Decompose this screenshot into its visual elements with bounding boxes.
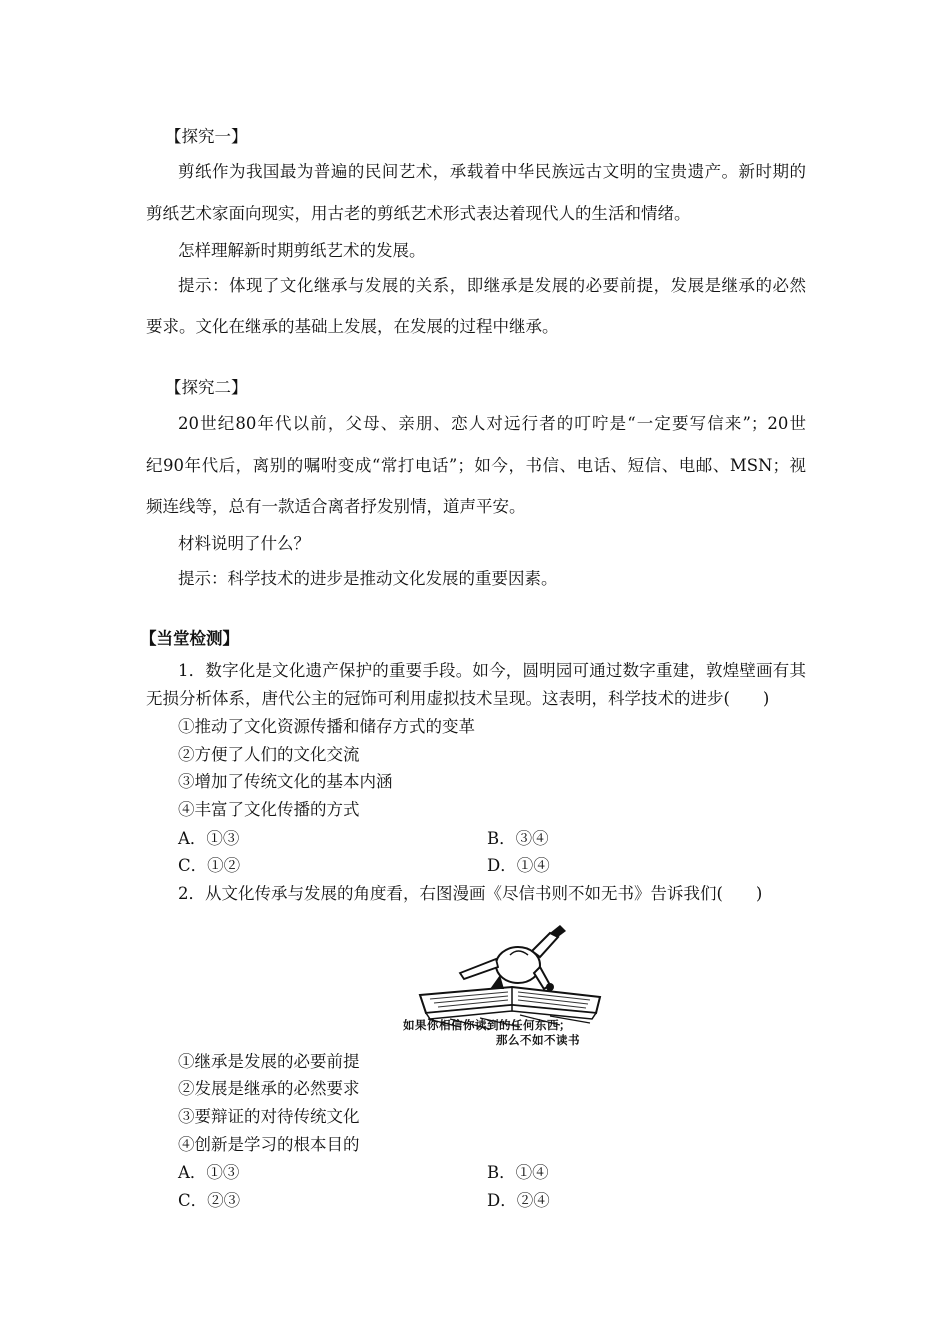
q2-stem-line: 2．从文化传承与发展的角度看，右图漫画《尽信书则不如无书》告诉我们( ) xyxy=(178,884,763,903)
explore1-heading: 【探究一】 xyxy=(165,127,248,146)
q1-stem-line: 1．数字化是文化遗产保护的重要手段。如今，圆明园可通过数字重建，敦煌壁画有其 xyxy=(178,661,806,680)
q2-item: ②发展是继承的必然要求 xyxy=(178,1079,360,1098)
explore2-paragraph-line: 纪90年代后，离别的嘱咐变成“常打电话”；如今，书信、电话、短信、电邮、MSN；视 xyxy=(146,456,806,475)
q2-option-a: A．①③ xyxy=(178,1163,240,1182)
explore2-paragraph-line: 频连线等，总有一款适合离者抒发别情，道声平安。 xyxy=(146,497,526,516)
explore2-paragraph-line: 20世纪80年代以前，父母、亲朋、恋人对远行者的叮咛是“一定要写信来”；20世 xyxy=(178,414,806,433)
q2-option-d: D．②④ xyxy=(487,1191,550,1210)
q1-option-d: D．①④ xyxy=(487,856,550,875)
q1-option-c: C．①② xyxy=(178,856,241,875)
q1-option-a: A．①③ xyxy=(178,829,240,848)
explore1-question: 怎样理解新时期剪纸艺术的发展。 xyxy=(178,241,426,260)
explore2-heading: 【探究二】 xyxy=(165,378,248,397)
q2-option-b: B．①④ xyxy=(487,1163,549,1182)
explore2-hint: 提示：科学技术的进步是推动文化发展的重要因素。 xyxy=(178,569,558,588)
q1-stem-line: 无损分析体系，唐代公主的冠饰可利用虚拟技术呈现。这表明，科学技术的进步( ) xyxy=(146,689,770,708)
q1-item: ③增加了传统文化的基本内涵 xyxy=(178,772,393,791)
q2-option-c: C．②③ xyxy=(178,1191,241,1210)
cartoon-caption-line: 如果你相信你读到的任何东西； xyxy=(403,1018,571,1032)
q2-item: ④创新是学习的根本目的 xyxy=(178,1135,360,1154)
q2-item: ③要辩证的对待传统文化 xyxy=(178,1107,360,1126)
q1-option-b: B．③④ xyxy=(487,829,549,848)
explore2-question: 材料说明了什么？ xyxy=(178,534,310,553)
q1-item: ④丰富了文化传播的方式 xyxy=(178,800,360,819)
q2-item: ①继承是发展的必要前提 xyxy=(178,1052,360,1071)
q1-item: ①推动了文化资源传播和储存方式的变革 xyxy=(178,717,475,736)
explore1-paragraph-line: 剪纸作为我国最为普遍的民间艺术，承载着中华民族远古文明的宝贵遗产。新时期的 xyxy=(178,162,806,181)
cartoon-caption-line: 那么不如不读书 xyxy=(496,1033,580,1047)
q1-item: ②方便了人们的文化交流 xyxy=(178,745,360,764)
explore1-paragraph-line: 剪纸艺术家面向现实，用古老的剪纸艺术形式表达着现代人的生活和情绪。 xyxy=(146,204,691,223)
explore1-hint-line: 提示：体现了文化继承与发展的关系，即继承是发展的必要前提，发展是继承的必然 xyxy=(178,276,806,295)
explore1-hint-line: 要求。文化在继承的基础上发展，在发展的过程中继承。 xyxy=(146,317,559,336)
check-heading: 【当堂检测】 xyxy=(140,629,239,648)
